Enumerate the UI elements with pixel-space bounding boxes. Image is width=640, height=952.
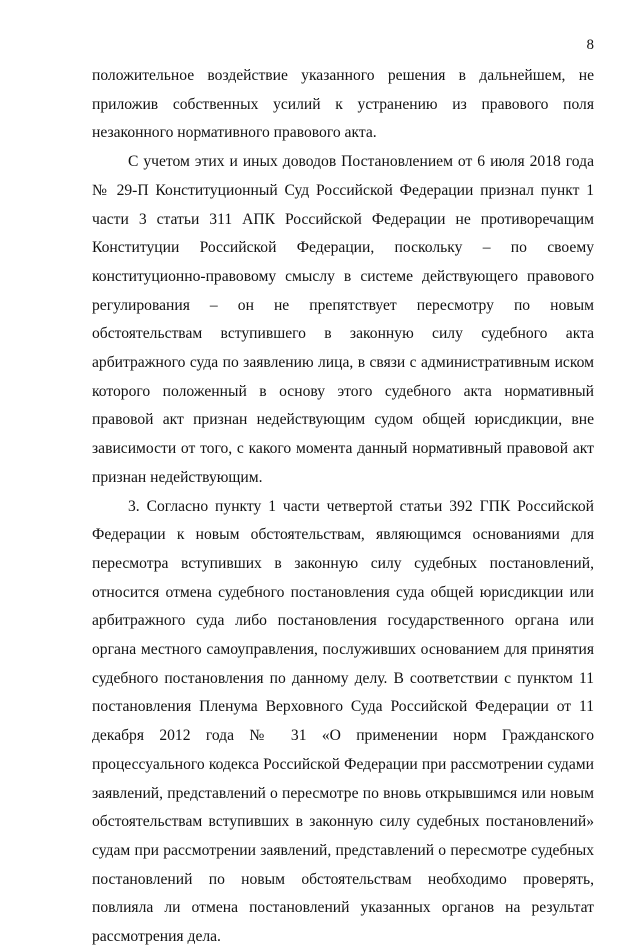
page-number: 8 <box>586 37 594 53</box>
paragraph-constitutional-court-ruling: С учетом этих и иных доводов Постановлением от 6 июля 2018 года № 29-П Конституционный Суд Российской Федерации признал пункт 1 части 3 статьи 311 АПК Российской Федерации не противоречащим Конституции Российской Федерации, поскольку – по своему конституционно-правовому смыслу в системе действующего правового регулирования – он не препятствует пересмотру по новым обстоятельствам вступившего в законную силу судебного акта арбитражного суда по заявлению лица, в связи с административным иском которого положенный в основу этого судебного акта нормативный правовой акт признан недействующим судом общей юрисдикции, вне зависимости от того, с какого момента данный нормативный правовой акт признан недействующим. <box>92 153 594 486</box>
paragraph-continuation: положительное воздействие указанного решения в дальнейшем, не приложив собственных усилий к устранению из правового поля незаконного нормативного правового акта. <box>92 67 594 142</box>
paragraph-new-circumstances: 3. Согласно пункту 1 части четвертой статьи 392 ГПК Российской Федерации к новым обстоятельствам, являющимся основаниями для пересмотра вступивших в законную силу судебных постановлений, относится отмена судебного постановления суда общей юрисдикции или арбитражного суда либо постановления государственного органа или органа местного самоуправления, послуживших основанием для принятия судебного постановления по данному делу. В соответствии с пунктом 11 постановления Пленума Верховного Суда Российской Федерации от 11 декабря 2012 года № 31 «О применении норм Гражданского процессуального кодекса Российской Федерации при рассмотрении судами заявлений, представлений о пересмотре по вновь открывшимся или новым обстоятельствам вступивших в законную силу судебных постановлений» судам при рассмотрении заявлений, представлений о пересмотре судебных постановлений по новым обстоятельствам необходимо проверять, повлияла ли отмена постановлений указанных органов на результат рассмотрения дела. <box>92 497 594 946</box>
document-body <box>92 62 594 952</box>
